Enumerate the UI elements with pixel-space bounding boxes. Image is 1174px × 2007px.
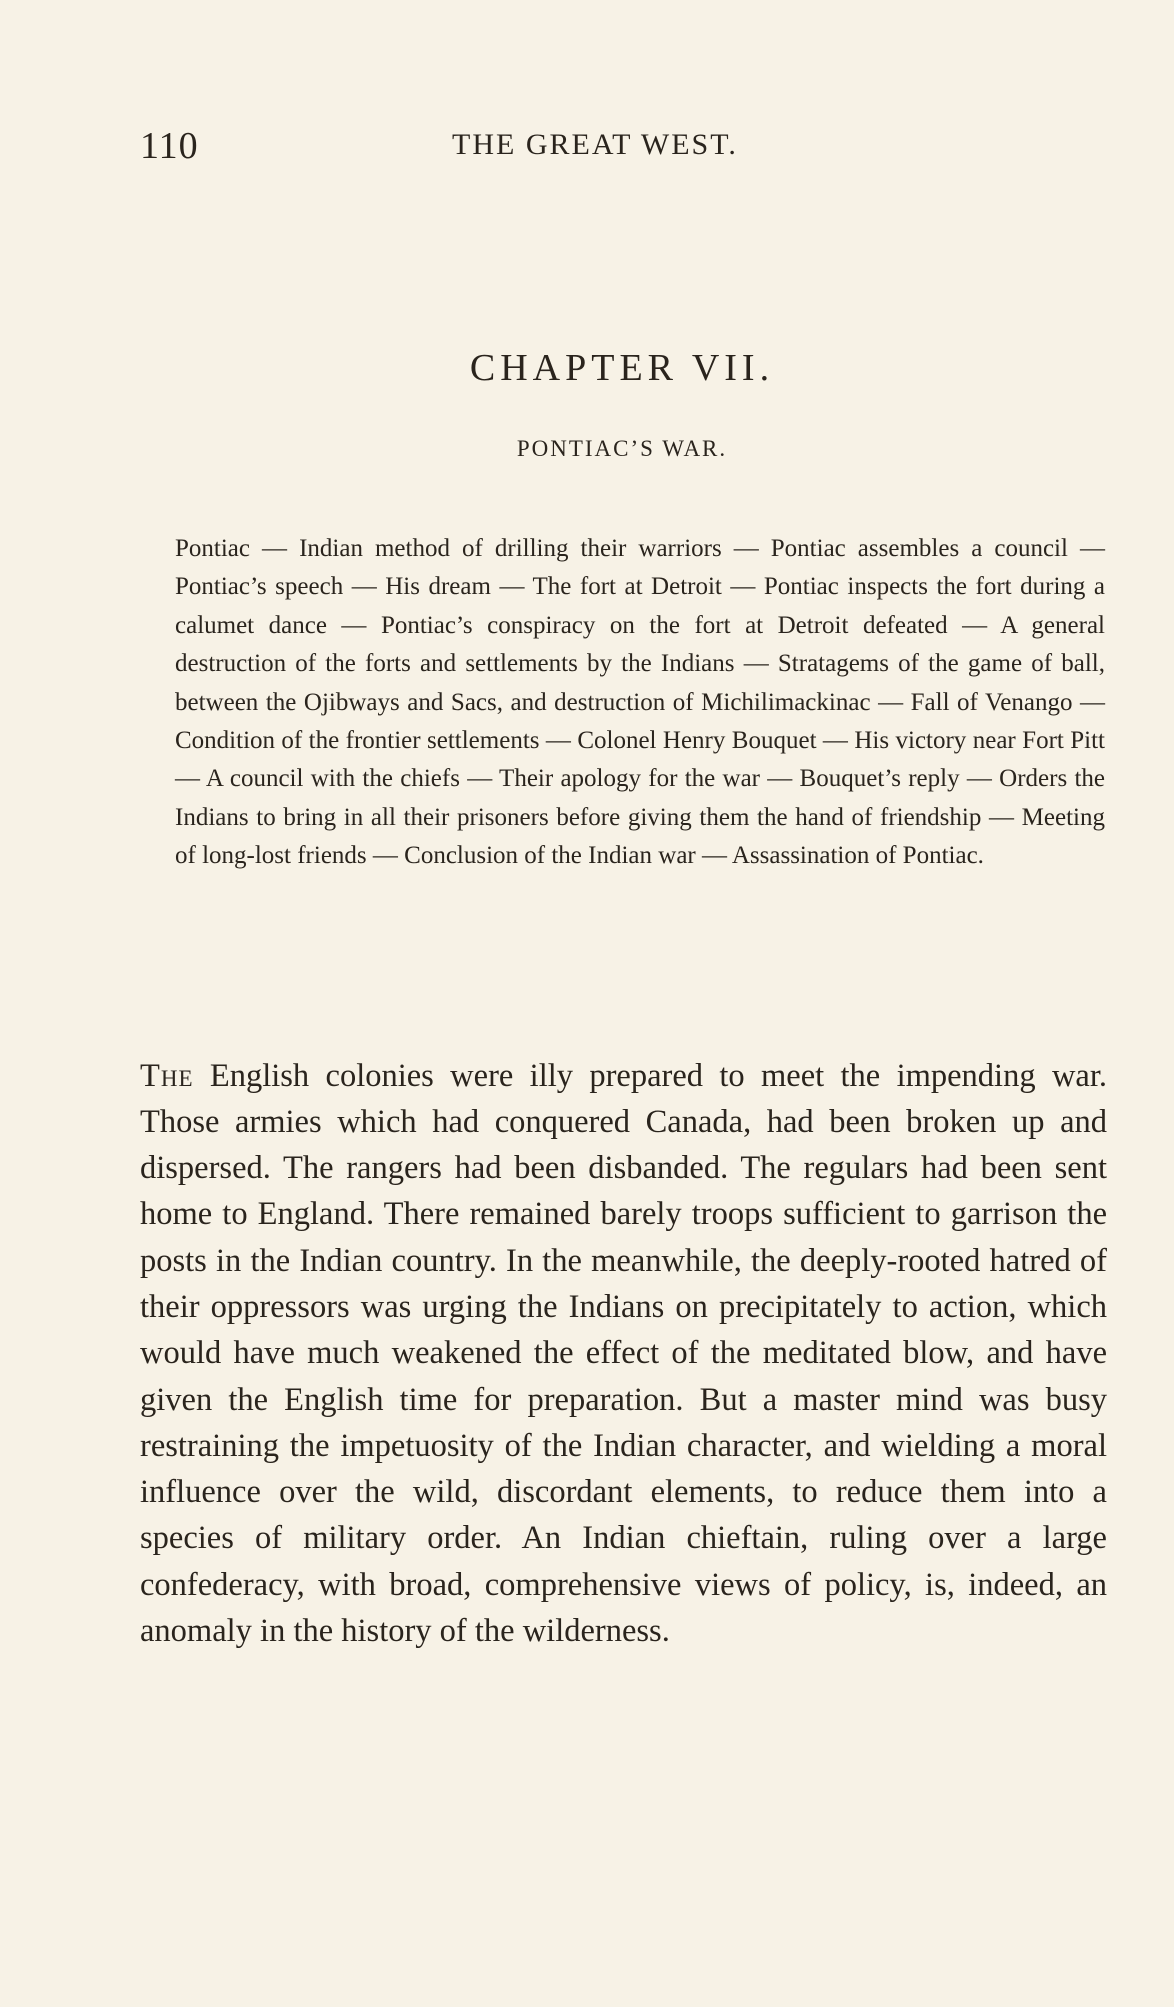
chapter-synopsis: Pontiac — Indian method of drilling their warriors — Pontiac assembles a council — Pontiac’s speech — His dream — The fort at Detroit — Pontiac inspects the fort during a calumet dance — Pontiac’s conspiracy on the fort at Detroit defeated — A general destruction of the forts and settlements by the Indians — Stratagems of the game of ball, between the Ojibways and Sacs, and destruction of Michilimackinac — Fall of Venango — Condition of the frontier settlements — Colonel Henry Bouquet — His victory near Fort Pitt — A council with the chiefs — Their apology for the war — Bouquet’s reply — Orders the Indians to bring in all their prisoners before giving them the hand of friendship — Meeting of long-lost friends — Conclusion of the Indian war — Assassination of Pontiac.: [175, 535, 1105, 870]
running-title: THE GREAT WEST.: [452, 128, 738, 161]
body-paragraph-text: English colonies were illy prepared to meet the impending war. Those armies which had conquered Canada, had been broken up and dispersed. The rangers had been disbanded. The regulars had been sent home to England. There remained barely troops sufficient to garrison the posts in the Indian country. In the meanwhile, the deeply-rooted hatred of their oppressors was urging the Indians on precipitately to action, which would have much weakened the effect of the meditated blow, and have given the English time for preparation. But a master mind was busy restraining the impetuosity of the Indian character, and wielding a moral influence over the wild, discordant elements, to reduce them into a species of military order. An Indian chieftain, ruling over a large confederacy, with broad, comprehensive views of policy, is, indeed, an anomaly in the history of the wilderness.: [140, 1057, 1107, 1650]
chapter-title: CHAPTER VII.: [469, 347, 775, 389]
running-head: [140, 124, 1060, 172]
chapter-subtitle: PONTIAC’S WAR.: [516, 436, 728, 461]
opening-word: The: [140, 1057, 194, 1094]
page-number: 110: [140, 125, 199, 167]
body-paragraph: [140, 1053, 1107, 1655]
